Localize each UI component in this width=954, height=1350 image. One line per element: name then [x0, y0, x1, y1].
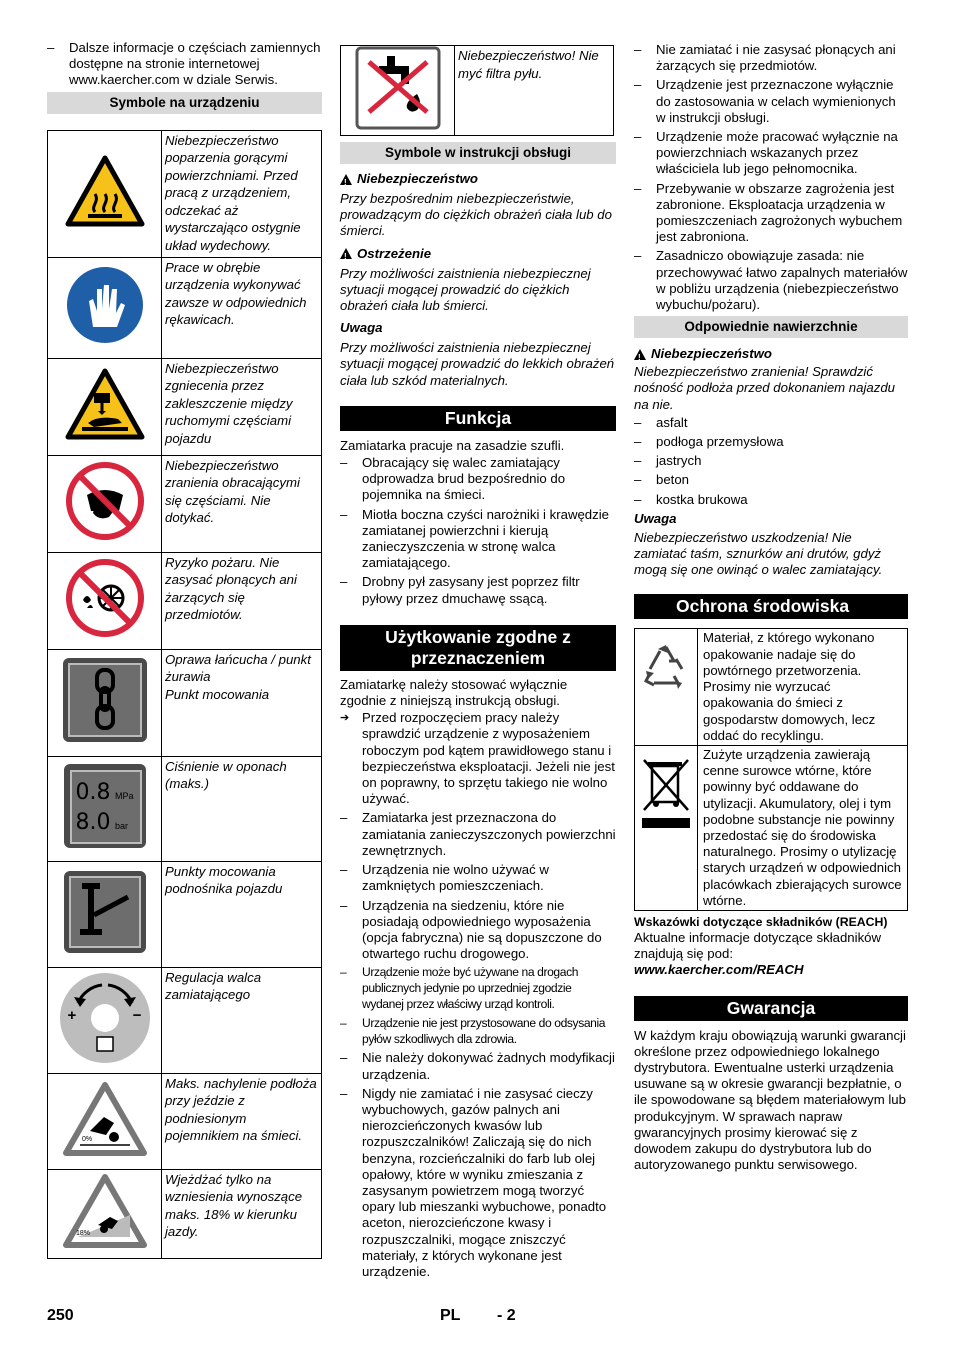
symbol-text: Niebezpieczeństwo zgniecenia przez zakleszczenie między ruchomymi częściami pojazdu	[162, 358, 322, 455]
symbol-icon-cell	[48, 756, 162, 861]
list-item: – podłoga przemysłowa	[634, 434, 908, 450]
environment-heading: Ochrona środowiska	[634, 594, 908, 619]
list-item: – Miotła boczna czyści narożniki i krawędzie zamiatanej powierzchni i kierują zanieczyszczenia w stronę walca zamiatającego.	[340, 507, 616, 572]
list-item: – Urządzenie jest przeznaczone wyłącznie do zastosowania w celach wymienionych w instrukcji obsługi.	[634, 77, 908, 126]
symbol-text: Oprawa łańcucha / punkt żurawia Punkt mocowania	[162, 649, 322, 756]
warning-triangle-icon	[340, 248, 352, 259]
warning-triangle-icon	[340, 174, 352, 185]
symbol-text: Regulacja walca zamiatającego	[162, 967, 322, 1073]
list-item: – asfalt	[634, 415, 908, 431]
list-item: – Urządzenie może pracować wyłącznie na powierzchniach wskazanych przez właściciela lub jego pełnomocnika.	[634, 129, 908, 178]
column-right	[634, 40, 908, 1173]
list-item: – kostka brukowa	[634, 492, 908, 508]
note-text: Przy możliwości zaistnienia niebezpiecznej sytuacji mogącej prowadzić do lekkich obrażeń ciała lub szkód materialnych.	[340, 340, 615, 388]
list-item: ➔ Przed rozpoczęciem pracy należy sprawdzić urządzenie z wyposażeniem roboczym pod kątem prawidłowego stanu i bezpieczeństwa eksploatacji. Jeżeli nie jest on poprawny, to sprzętu takiego nie wolno używać.	[340, 710, 616, 807]
symbol-icon-cell	[48, 1073, 162, 1169]
page-number: 250	[47, 1307, 74, 1324]
environment-table	[634, 628, 908, 910]
surfaces-danger-text: Niebezpieczeństwo zranienia! Sprawdzić nośność podłoża przed dokonaniem najazdu na nie.	[634, 364, 896, 412]
list-item: – Urządzenia nie wolno używać w zamkniętych pomieszczeniach.	[340, 862, 616, 894]
crush-hand-icon	[64, 367, 146, 441]
symbol-icon-cell	[48, 967, 162, 1073]
gloves-icon	[65, 265, 145, 345]
symbol-icon-cell	[48, 358, 162, 455]
warning-label-text: Ostrzeżenie	[357, 245, 432, 261]
symbol-text: Wjeżdżać tylko na wzniesienia wynoszące maks. 18% w kierunku jazdy.	[162, 1169, 322, 1258]
filter-warning-table	[340, 45, 614, 136]
prohibitions-list	[634, 42, 908, 313]
column-middle	[340, 45, 616, 1283]
pressure-panel	[70, 770, 142, 844]
slope-percent-label: 18%	[76, 1229, 91, 1237]
jack-points-icon	[62, 869, 148, 955]
symbols-heading: Symbole na urządzeniu	[47, 92, 322, 114]
list-item: – Urządzenie może być używane na drogach publicznych jedynie po uprzedniej zgodzie wydanej przez właściwy urząd kontroli.	[340, 965, 616, 1012]
surfaces-note-label: Uwaga	[634, 510, 677, 526]
funkcja-list	[340, 455, 616, 607]
list-item: – beton	[634, 472, 908, 488]
symbol-icon-cell	[635, 629, 698, 745]
environment-text: Zużyte urządzenia zawierają cenne surowce wtórne, które powinny być oddawane do utylizacji. Akumulatory, olej i tym podobne substancje nie powinny przedostać się do środowiska naturalnego. Prosimy o utylizację starych urządzeń w odpowiednich placówkach zbierających surowce wtórne.	[698, 745, 908, 910]
surfaces-danger-label-text: Niebezpieczeństwo	[651, 346, 772, 362]
list-item: – Nie zamiatać i nie zasysać płonących ani żarzących się przedmiotów.	[634, 42, 908, 74]
danger-label-text: Niebezpieczeństwo	[357, 171, 478, 186]
list-item: – Obracający się walec zamiatający odprowadza brud bezpośrednio do pojemnika na śmieci.	[340, 455, 616, 504]
tire-pressure-icon	[64, 764, 146, 848]
weee-bin-icon	[638, 754, 694, 834]
plus-symbol: +	[67, 1006, 77, 1024]
symbol-icon-cell	[48, 861, 162, 967]
warning-label	[340, 246, 616, 262]
symbol-icon-cell	[48, 455, 162, 552]
symbol-text: Maks. nachylenie podłoża przy jeździe z podniesionym pojemnikiem na śmieci.	[162, 1073, 322, 1169]
pressure-bar-row	[76, 810, 128, 835]
surfaces-list	[634, 415, 908, 508]
list-item: – Nie należy dokonywać żadnych modyfikacji urządzenia.	[340, 1050, 616, 1082]
pressure-bar-unit: bar	[114, 821, 128, 832]
funkcja-intro: Zamiatarka pracuje na zasadzie szufli.	[340, 437, 565, 453]
symbol-text: Niebezpieczeństwo poparzenia gorącymi powierzchniami. Przed pracą z urządzeniem, odczekać aż wystarczająco ostygnie układ wydechowy.	[162, 130, 322, 257]
symbol-text: Punkty mocowania podnośnika pojazdu	[162, 861, 322, 967]
usage-intro: Zamiatarkę należy stosować wyłącznie zgodnie z niniejszą instrukcją obsługi.	[340, 676, 568, 709]
instructions-symbols-heading: Symbole w instrukcji obsługi	[340, 142, 616, 164]
hot-surface-icon	[64, 154, 146, 228]
no-water-filter-icon	[355, 46, 441, 130]
symbol-icon-cell	[48, 257, 162, 358]
symbol-text: Ciśnienie w oponach (maks.)	[162, 756, 322, 861]
chain-anchor-icon	[61, 656, 149, 744]
pressure-mpa-row	[76, 780, 134, 805]
reach-link[interactable]: www.kaercher.com/REACH	[634, 962, 804, 978]
max-slope-bin-icon	[60, 1079, 150, 1159]
list-item: – Zasadniczo obowiązuje zasada: nie przechowywać łatwo zapalnych materiałów w pobliżu urządzenia (niebezpieczeństwo wybuchu/pożaru).	[634, 248, 908, 313]
symbol-text: Niebezpieczeństwo! Nie myć filtra pyłu.	[455, 46, 614, 136]
symbol-icon-cell	[48, 649, 162, 756]
no-touch-rotating-icon	[65, 461, 145, 541]
warning-text: Przy możliwości zaistnienia niebezpiecznej sytuacji mogącej prowadzić do ciężkich obrażeń ciała lub śmierci.	[340, 265, 591, 314]
symbol-icon-cell	[48, 552, 162, 649]
danger-label	[340, 171, 616, 187]
no-burning-objects-icon	[65, 558, 145, 638]
list-item: – Urządzenia na siedzeniu, które nie posiadają odpowiedniego wyposażenia (opcja fabryczna) nie są dopuszczone do otwartego ruchu drogowego.	[340, 898, 616, 963]
symbol-text: Ryzyko pożaru. Nie zasysać płonących ani żarzących się przedmiotów.	[162, 552, 322, 649]
language-code: PL	[440, 1307, 461, 1324]
danger-text: Przy bezpośrednim niebezpieczeństwie, prowadzącym do ciężkich obrażeń ciała lub do śmierci.	[340, 191, 612, 239]
list-item: – Urządzenie nie jest przystosowane do odsysania pyłów szkodliwych dla zdrowia.	[340, 1016, 616, 1048]
symbol-text: Prace w obrębie urządzenia wykonywać zawsze w odpowiednich rękawicach.	[162, 257, 322, 358]
surfaces-note-text: Niebezpieczeństwo uszkodzenia! Nie zamiatać taśm, sznurków ani drutów, gdyż mogą się one owinąć o walec zamiatający.	[634, 529, 883, 578]
symbol-icon-cell	[341, 46, 455, 136]
max-slope-18-icon	[60, 1171, 150, 1251]
usage-list	[340, 710, 616, 1280]
list-item: – Dalsze informacje o częściach zamiennych dostępne na stronie internetowej www.kaercher.com w dziale Serwis.	[47, 40, 322, 89]
list-item: – Zamiatarka jest przeznaczona do zamiatania zanieczyszczonych powierzchni zewnętrznych.	[340, 810, 616, 859]
list-item: – Nigdy nie zamiatać i nie zasysać cieczy wybuchowych, gazów palnych ani nierozcieńczonych kwasów lub rozpuszczalników! Zaliczają się do nich benzyna, rozcieńczalniki do farb lub olej opałowy, które w wyniku zmieszania z zasysanym powietrzem mogą tworzyć opary lub mieszanki wybuchowe, ponadto aceton, nierozcieńczone kwasy i rozpuszczalniki, mogące zniszczyć materiały, z których wykonane jest urządzenie.	[340, 1086, 616, 1280]
recycle-icon	[638, 639, 694, 695]
minus-symbol: −	[132, 1006, 142, 1024]
warranty-text: W każdym kraju obowiązują warunki gwarancji określone przez odpowiedniego lokalnego dystrybutora. Ewentualne usterki urządzenia usuwane są w okresie gwarancji bezpłatnie, o ile spowodowane są błędem materiałowym lub produkcyjnym. W sprawach napraw gwarancyjnych prosimy kierować się z dowodem zakupu do dystrybutora lub do autoryzowanego punktu serwisowego.	[634, 1027, 906, 1173]
environment-text: Materiał, z którego wykonano opakowanie nadaje się do powtórnego przetworzenia. Prosimy nie wyrzucać opakowania do śmieci z gospodarstw domowych, lecz oddać do recyklingu.	[698, 629, 908, 745]
pressure-bar-value: 8.0	[75, 810, 111, 836]
symbol-icon-cell	[635, 745, 698, 910]
symbol-icon-cell	[48, 130, 162, 257]
warning-triangle-icon	[634, 349, 646, 360]
list-item: – Przebywanie w obszarze zagrożenia jest zabronione. Eksploatacja urządzenia w pomieszczeniach zagrożonych wybuchem jest zabroniona.	[634, 181, 908, 246]
pressure-mpa-unit: MPa	[114, 791, 134, 802]
surfaces-danger-label	[634, 346, 908, 362]
column-left	[47, 40, 322, 1259]
sub-page-number: - 2	[497, 1307, 516, 1324]
note-label: Uwaga	[340, 320, 383, 336]
list-item: – jastrych	[634, 453, 908, 469]
intro-list	[47, 40, 322, 89]
symbol-text: Niebezpieczeństwo zranienia obracającymi się częściami. Nie dotykać.	[162, 455, 322, 552]
warranty-heading: Gwarancja	[634, 996, 908, 1021]
list-item: – Drobny pył zasysany jest poprzez filtr pyłowy przez dmuchawę ssącą.	[340, 574, 616, 606]
symbol-icon-cell	[48, 1169, 162, 1258]
reach-heading: Wskazówki dotyczące składników (REACH)	[634, 914, 888, 929]
roller-adjust-icon	[60, 973, 150, 1063]
funkcja-heading: Funkcja	[340, 406, 616, 431]
pressure-mpa-value: 0.8	[75, 780, 111, 806]
reach-text: Aktualne informacje dotyczące składników znajdują się pod:	[634, 929, 882, 962]
usage-heading: Użytkowanie zgodne z przeznaczeniem	[340, 625, 616, 671]
surfaces-heading: Odpowiednie nawierzchnie	[634, 316, 908, 338]
device-symbols-table	[47, 130, 322, 1259]
slope-percent-label: 0%	[82, 1135, 93, 1143]
